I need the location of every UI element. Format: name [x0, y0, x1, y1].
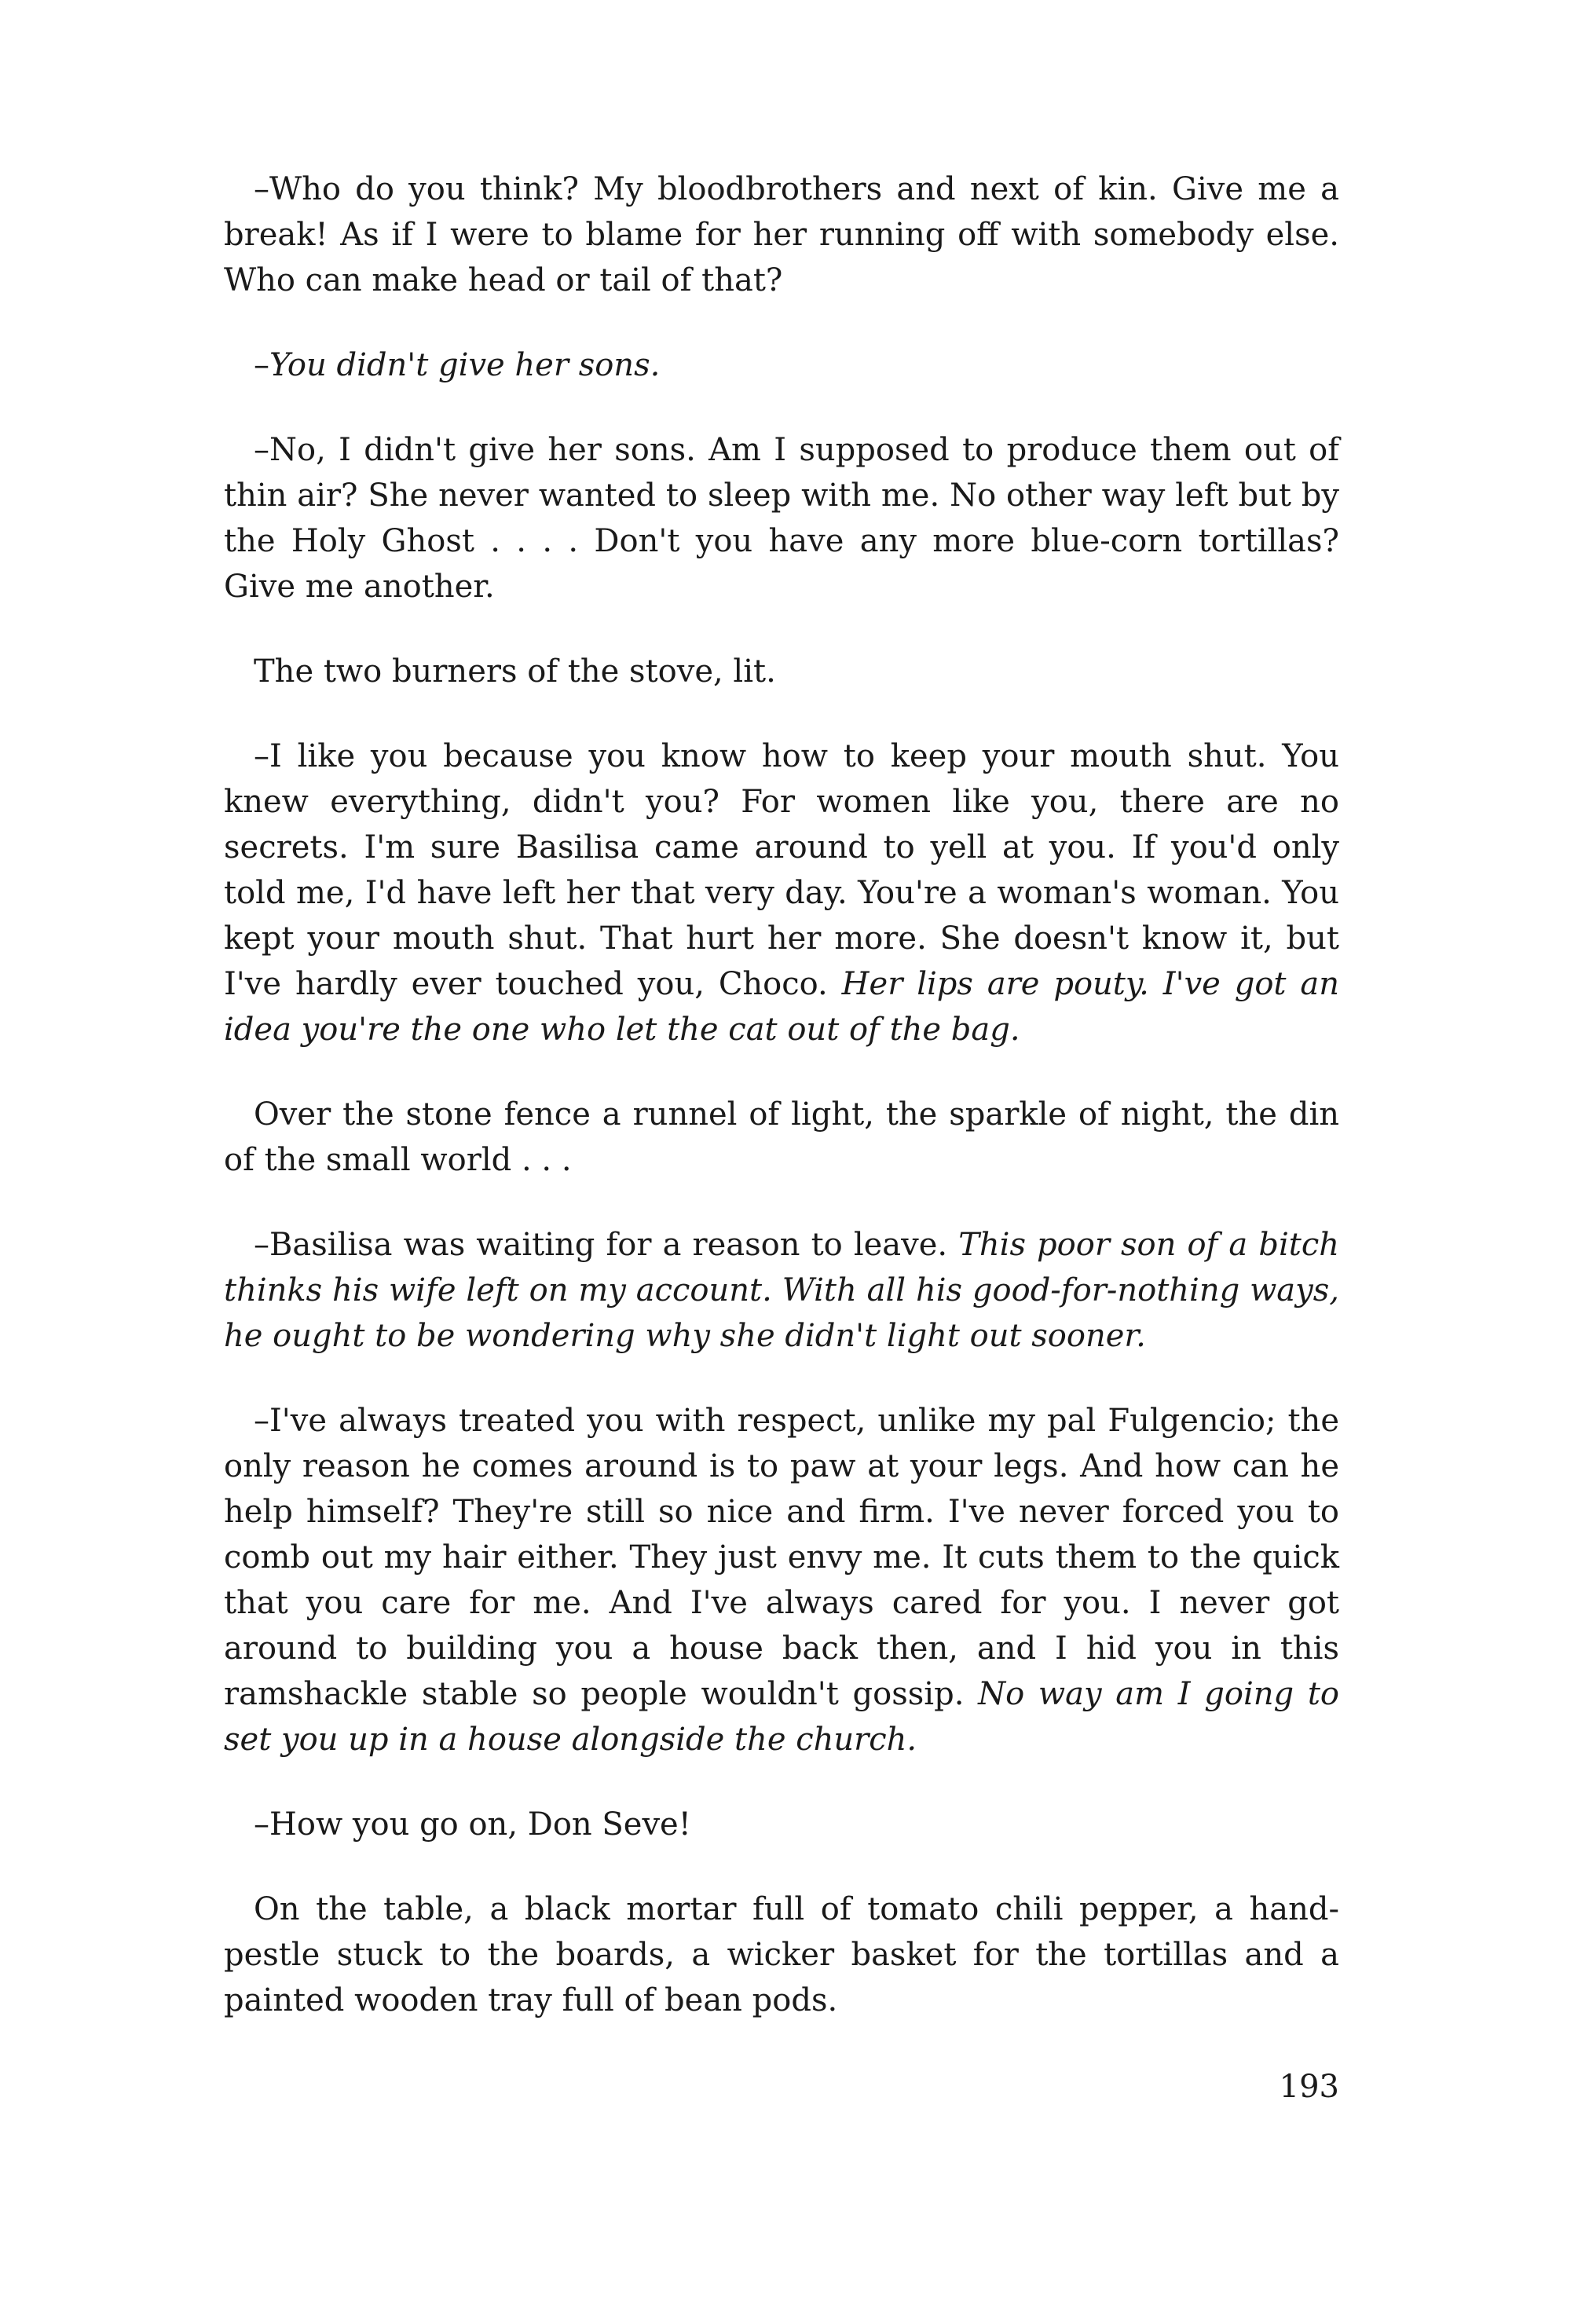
paragraph [224, 734, 1339, 1052]
italic-text: Her lips are pouty. I've got an idea you're the one who let the cat out of the bag. [224, 966, 1339, 1048]
page-number: 193 [1279, 2069, 1339, 2105]
text-segment: On the table, a black mortar full of tomato chili pepper, a hand-pestle stuck to the boards, a wicker basket for the tortillas and a painted wooden tray full of bean pods. [224, 1891, 1339, 2018]
paragraph [224, 167, 1339, 303]
paragraph [224, 1887, 1339, 2023]
text-segment: –Basilisa was waiting for a reason to leave. [254, 1227, 959, 1263]
paragraph [224, 1802, 1339, 1847]
italic-text: This poor son of a bitch thinks his wife left on my account. With all his good-for-nothing ways, he ought to be wondering why she didn't light out sooner. [224, 1227, 1339, 1354]
text-segment: –I like you because you know how to keep your mouth shut. You knew everything, didn't you? For women like you, there are no secrets. I'm sure Basilisa came around to yell at you. If you'd only told me, I'd have left her that very day. You're a woman's woman. You kept your mouth shut. That hurt her more. She doesn't know it, but I've hardly ever touched you, Choco. [224, 738, 1339, 1002]
paragraph [224, 1222, 1339, 1359]
page-body [224, 167, 1339, 2023]
text-segment: –How you go on, Don Seve! [254, 1806, 691, 1843]
italic-text: You didn't give her sons. [269, 347, 661, 383]
paragraph [224, 342, 1339, 388]
paragraph [224, 427, 1339, 609]
italic-text: No way am I going to set you up in a house alongside the church. [224, 1676, 1340, 1758]
paragraph [224, 649, 1339, 694]
paragraph [224, 1092, 1339, 1183]
text-segment: Over the stone fence a runnel of light, the sparkle of night, the din of the small world . . . [224, 1096, 1339, 1178]
text-segment: –Who do you think? My bloodbrothers and next of kin. Give me a break! As if I were to blame for her running off with somebody else. Who can make head or tail of that? [224, 171, 1339, 298]
paragraph [224, 1398, 1339, 1762]
text-segment: – [254, 347, 269, 383]
text-segment: –No, I didn't give her sons. Am I supposed to produce them out of thin air? She never wanted to sleep with me. No other way left but by the Holy Ghost . . . . Don't you have any more blue-corn tortillas? Give me another. [224, 432, 1339, 605]
text-segment: –I've always treated you with respect, unlike my pal Fulgencio; the only reason he comes around is to paw at your legs. And how can he help himself? They're still so nice and firm. I've never forced you to comb out my hair either. They just envy me. It cuts them to the quick that you care for me. And I've always cared for you. I never got around to building you a house back then, and I hid you in this ramshackle stable so people wouldn't gossip. [224, 1403, 1339, 1712]
text-segment: The two burners of the stove, lit. [254, 653, 776, 690]
